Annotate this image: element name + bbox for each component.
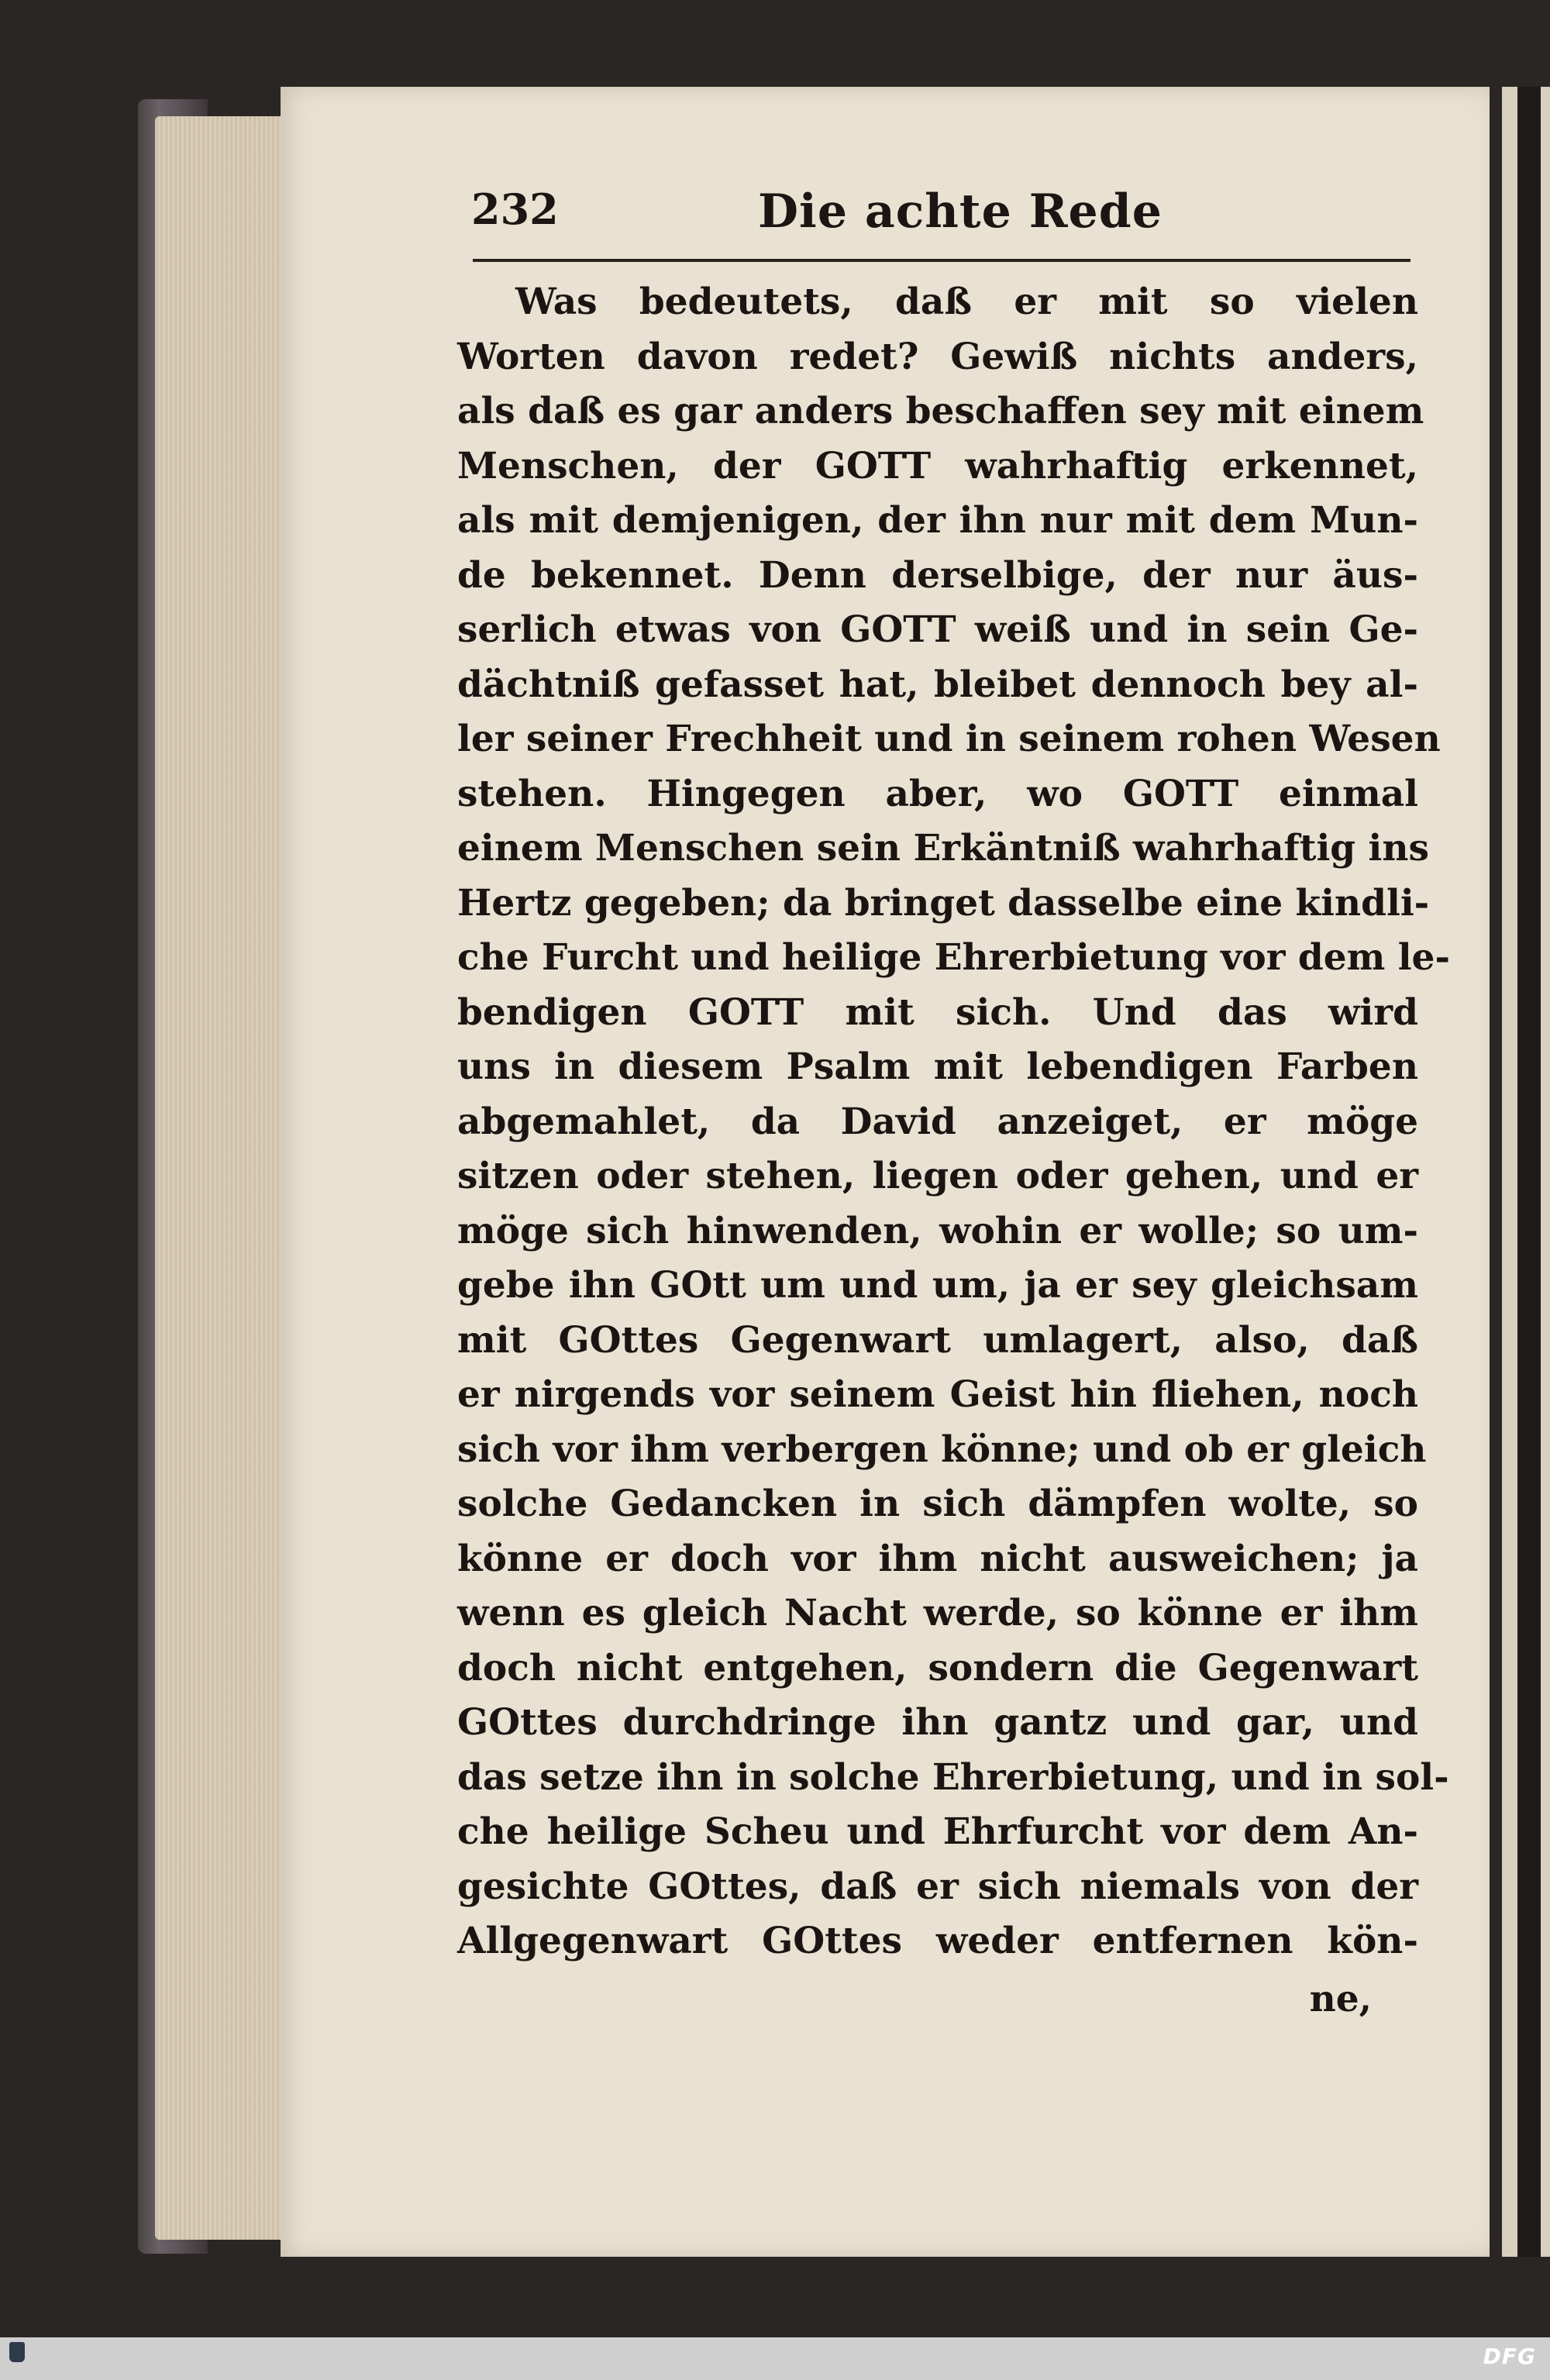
page-edges xyxy=(155,116,287,2240)
text-line: Menschen, der GOTT wahrhaftig erkennet, xyxy=(457,444,1418,487)
text-line: che heilige Scheu und Ehrfurcht vor dem An- xyxy=(457,1810,1418,1853)
text-line: möge sich hinwenden, wohin er wolle; so um- xyxy=(457,1209,1418,1252)
library-logo-icon xyxy=(9,2342,25,2362)
text-line: Worten davon redet? Gewiß nichts anders, xyxy=(457,335,1418,378)
text-line: mit GOttes Gegenwart umlagert, also, daß xyxy=(457,1318,1418,1362)
text-line: er nirgends vor seinem Geist hin fliehen, noch xyxy=(457,1373,1418,1416)
text-line: gebe ihn GOtt um und um, ja er sey gleichsam xyxy=(457,1264,1418,1307)
text-line: Hertz gegeben; da bringet dasselbe eine kindli- xyxy=(457,881,1430,925)
running-head: Die achte Rede xyxy=(758,184,1162,239)
page-gutter-strip xyxy=(1517,87,1541,2257)
catchword: ne, xyxy=(1309,1977,1372,2020)
text-line: de bekennet. Denn derselbige, der nur äus- xyxy=(457,553,1418,597)
page-header xyxy=(471,180,1417,250)
page-number: 232 xyxy=(471,184,559,234)
text-line: als mit demjenigen, der ihn nur mit dem Mun- xyxy=(457,499,1418,542)
text-line: solche Gedancken in sich dämpfen wolte, so xyxy=(457,1483,1418,1525)
text-line: wenn es gleich Nacht werde, so könne er ihm xyxy=(457,1592,1418,1634)
text-line: che Furcht und heilige Ehrerbietung vor dem le- xyxy=(457,936,1450,979)
text-line: dächtniß gefasset hat, bleibet dennoch bey al- xyxy=(457,663,1418,706)
viewer-footer-bar xyxy=(0,2337,1550,2380)
text-line: einem Menschen sein Erkäntniß wahrhaftig ins xyxy=(457,827,1430,870)
text-line: bendigen GOTT mit sich. Und das wird xyxy=(457,990,1418,1034)
next-page-sliver xyxy=(1502,87,1550,2257)
text-line: könne er doch vor ihm nicht ausweichen; ja xyxy=(457,1537,1418,1580)
text-line: gesichte GOttes, daß er sich niemals von der xyxy=(457,1865,1418,1908)
text-line: sitzen oder stehen, liegen oder gehen, und er xyxy=(457,1155,1418,1197)
text-line: doch nicht entgehen, sondern die Gegenwart xyxy=(457,1646,1418,1689)
dfg-logo: DFG xyxy=(1483,2344,1536,2369)
header-rule xyxy=(473,259,1410,267)
text-line: Allgegenwart GOttes weder entfernen kön- xyxy=(457,1920,1418,1962)
text-line: abgemahlet, da David anzeiget, er möge xyxy=(457,1100,1418,1143)
text-line: stehen. Hingegen aber, wo GOTT einmal xyxy=(457,772,1418,815)
body-text xyxy=(457,275,1450,2027)
text-line: das setze ihn in solche Ehrerbietung, und in sol- xyxy=(457,1755,1449,1799)
text-line: serlich etwas von GOTT weiß und in sein Ge- xyxy=(457,608,1418,651)
text-line: GOttes durchdringe ihn gantz und gar, und xyxy=(457,1701,1418,1744)
text-line: Was bedeutets, daß er mit so vielen xyxy=(515,281,1418,323)
text-line: ler seiner Frechheit und in seinem rohen Wesen xyxy=(457,718,1441,760)
text-line: sich vor ihm verbergen könne; und ob er gleich xyxy=(457,1428,1427,1471)
text-line: als daß es gar anders beschaffen sey mit einem xyxy=(457,390,1424,432)
text-line: uns in diesem Psalm mit lebendigen Farben xyxy=(457,1045,1418,1088)
